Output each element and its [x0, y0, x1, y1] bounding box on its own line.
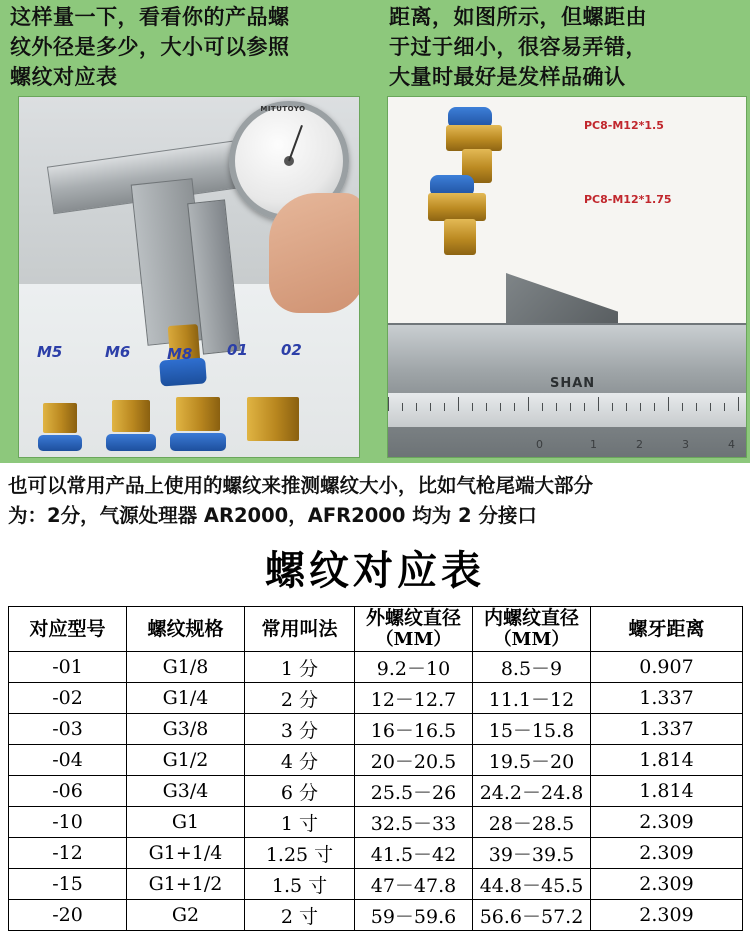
cell-model: -20	[9, 900, 127, 931]
ruler-number: 2	[636, 438, 643, 451]
column-header-inner-diameter	[473, 607, 591, 652]
cell-thread-spec: G1/8	[127, 652, 245, 683]
fitting-lower	[428, 175, 486, 255]
column-header-thread-spec	[127, 607, 245, 652]
fitting-sample	[35, 403, 85, 451]
cell-outer-diameter: 41.5－42	[355, 838, 473, 869]
caption-line: 于过于细小，很容易弄错，	[389, 35, 647, 59]
table-row	[9, 745, 743, 776]
photo-right-scene	[388, 97, 746, 457]
handwritten-label: M6	[105, 343, 131, 361]
cell-inner-diameter: 39－39.5	[473, 838, 591, 869]
cell-inner-diameter: 15－15.8	[473, 714, 591, 745]
cell-thread-spec: G1/2	[127, 745, 245, 776]
fitting-sample	[103, 400, 159, 451]
cell-outer-diameter: 12－12.7	[355, 683, 473, 714]
cell-pitch: 2.309	[591, 838, 743, 869]
cell-pitch: 1.337	[591, 714, 743, 745]
caption-line: 螺纹对应表	[10, 65, 118, 89]
caption-line: 距离，如图所示，但螺距由	[389, 5, 647, 29]
handwritten-label: M8	[167, 345, 193, 363]
header-main: 对应型号	[29, 618, 106, 640]
cell-outer-diameter: 9.2－10	[355, 652, 473, 683]
ruler-number: 3	[682, 438, 689, 451]
cell-common-name: 1.5 寸	[245, 869, 355, 900]
fitting-upper	[446, 107, 502, 183]
cell-pitch: 2.309	[591, 900, 743, 931]
cell-outer-diameter: 25.5－26	[355, 776, 473, 807]
cell-thread-spec: G1+1/4	[127, 838, 245, 869]
header-sub: （MM）	[375, 629, 452, 650]
column-header-common-name	[245, 607, 355, 652]
ruler-number: 0	[536, 438, 543, 451]
caption-line: 大量时最好是发样品确认	[389, 65, 626, 89]
cell-common-name: 3 分	[245, 714, 355, 745]
page-title: 螺纹对应表	[265, 548, 485, 594]
cell-model: -10	[9, 807, 127, 838]
header-main: 螺纹规格	[147, 618, 224, 640]
caliper-brand: SHAN	[550, 376, 596, 391]
cell-thread-spec: G1	[127, 807, 245, 838]
cell-common-name: 2 寸	[245, 900, 355, 931]
description-line-2: 为：2分，气源处理器 AR2000，AFR2000 均为 2 分接口	[8, 504, 537, 527]
cell-thread-spec: G2	[127, 900, 245, 931]
header-main: 常用叫法	[261, 618, 338, 640]
callout-label: PC8-M12*1.5	[584, 119, 664, 132]
table-header-row	[9, 607, 743, 652]
cell-common-name: 1 分	[245, 652, 355, 683]
cell-inner-diameter: 56.6－57.2	[473, 900, 591, 931]
thread-spec-table	[8, 606, 743, 931]
cell-common-name: 4 分	[245, 745, 355, 776]
handwritten-label: M5	[37, 343, 63, 361]
cell-model: -15	[9, 869, 127, 900]
panel-right-caption	[375, 0, 750, 92]
column-header-pitch	[591, 607, 743, 652]
cell-inner-diameter: 24.2－24.8	[473, 776, 591, 807]
cell-common-name: 6 分	[245, 776, 355, 807]
cell-thread-spec: G1/4	[127, 683, 245, 714]
description-line-1: 也可以常用产品上使用的螺纹来推测螺纹大小，比如气枪尾端大部分	[8, 474, 594, 497]
cell-inner-diameter: 28－28.5	[473, 807, 591, 838]
cell-model: -01	[9, 652, 127, 683]
callout-label: PC8-M12*1.75	[584, 193, 672, 206]
photo-thread-pitch-comparison	[387, 96, 747, 458]
cell-inner-diameter: 19.5－20	[473, 745, 591, 776]
column-header-outer-diameter	[355, 607, 473, 652]
header-main: 外螺纹直径	[365, 607, 461, 629]
cell-common-name: 1.25 寸	[245, 838, 355, 869]
cell-thread-spec: G1+1/2	[127, 869, 245, 900]
ruler-number: 1	[590, 438, 597, 451]
panel-left	[0, 0, 375, 463]
cell-model: -12	[9, 838, 127, 869]
cell-outer-diameter: 16－16.5	[355, 714, 473, 745]
cell-model: -03	[9, 714, 127, 745]
table-row	[9, 838, 743, 869]
table-row	[9, 869, 743, 900]
cell-inner-diameter: 11.1－12	[473, 683, 591, 714]
caliper-brand-text: MITUTOYO	[260, 105, 306, 113]
caliper-body	[387, 323, 747, 457]
cell-common-name: 1 寸	[245, 807, 355, 838]
ruler-number: 4	[728, 438, 735, 451]
table-row	[9, 652, 743, 683]
cell-pitch: 1.814	[591, 745, 743, 776]
caliper-ticks	[387, 393, 747, 411]
cell-outer-diameter: 32.5－33	[355, 807, 473, 838]
cell-pitch: 1.337	[591, 683, 743, 714]
fitting-sample	[241, 397, 305, 441]
table-row	[9, 900, 743, 931]
table-row	[9, 776, 743, 807]
cell-model: -02	[9, 683, 127, 714]
cell-inner-diameter: 44.8－45.5	[473, 869, 591, 900]
caption-line: 纹外径是多少，大小可以参照	[10, 35, 290, 59]
cell-pitch: 2.309	[591, 869, 743, 900]
cell-outer-diameter: 47－47.8	[355, 869, 473, 900]
panel-right	[375, 0, 750, 463]
cell-outer-diameter: 20－20.5	[355, 745, 473, 776]
hand-thumb	[269, 193, 360, 313]
photo-left-scene	[19, 97, 359, 457]
photo-caliper-measuring	[18, 96, 360, 458]
cell-pitch: 1.814	[591, 776, 743, 807]
header-main: 螺牙距离	[628, 618, 705, 640]
cell-thread-spec: G3/4	[127, 776, 245, 807]
dial-hub	[284, 156, 294, 166]
column-header-model	[9, 607, 127, 652]
cell-model: -06	[9, 776, 127, 807]
cell-common-name: 2 分	[245, 683, 355, 714]
description-text	[0, 463, 750, 531]
header-main: 内螺纹直径	[483, 607, 579, 629]
panel-left-caption	[0, 0, 375, 92]
cell-outer-diameter: 59－59.6	[355, 900, 473, 931]
caption-line: 这样量一下，看看你的产品螺	[10, 5, 290, 29]
table-row	[9, 714, 743, 745]
cell-thread-spec: G3/8	[127, 714, 245, 745]
header-sub: （MM）	[493, 629, 570, 650]
handwritten-label: 02	[281, 341, 302, 359]
cell-model: -04	[9, 745, 127, 776]
table-row	[9, 807, 743, 838]
handwritten-label: 01	[227, 341, 248, 359]
cell-pitch: 2.309	[591, 807, 743, 838]
cell-inner-diameter: 8.5－9	[473, 652, 591, 683]
table-row	[9, 683, 743, 714]
photo-panels	[0, 0, 750, 463]
cell-pitch: 0.907	[591, 652, 743, 683]
fitting-sample	[167, 397, 229, 451]
